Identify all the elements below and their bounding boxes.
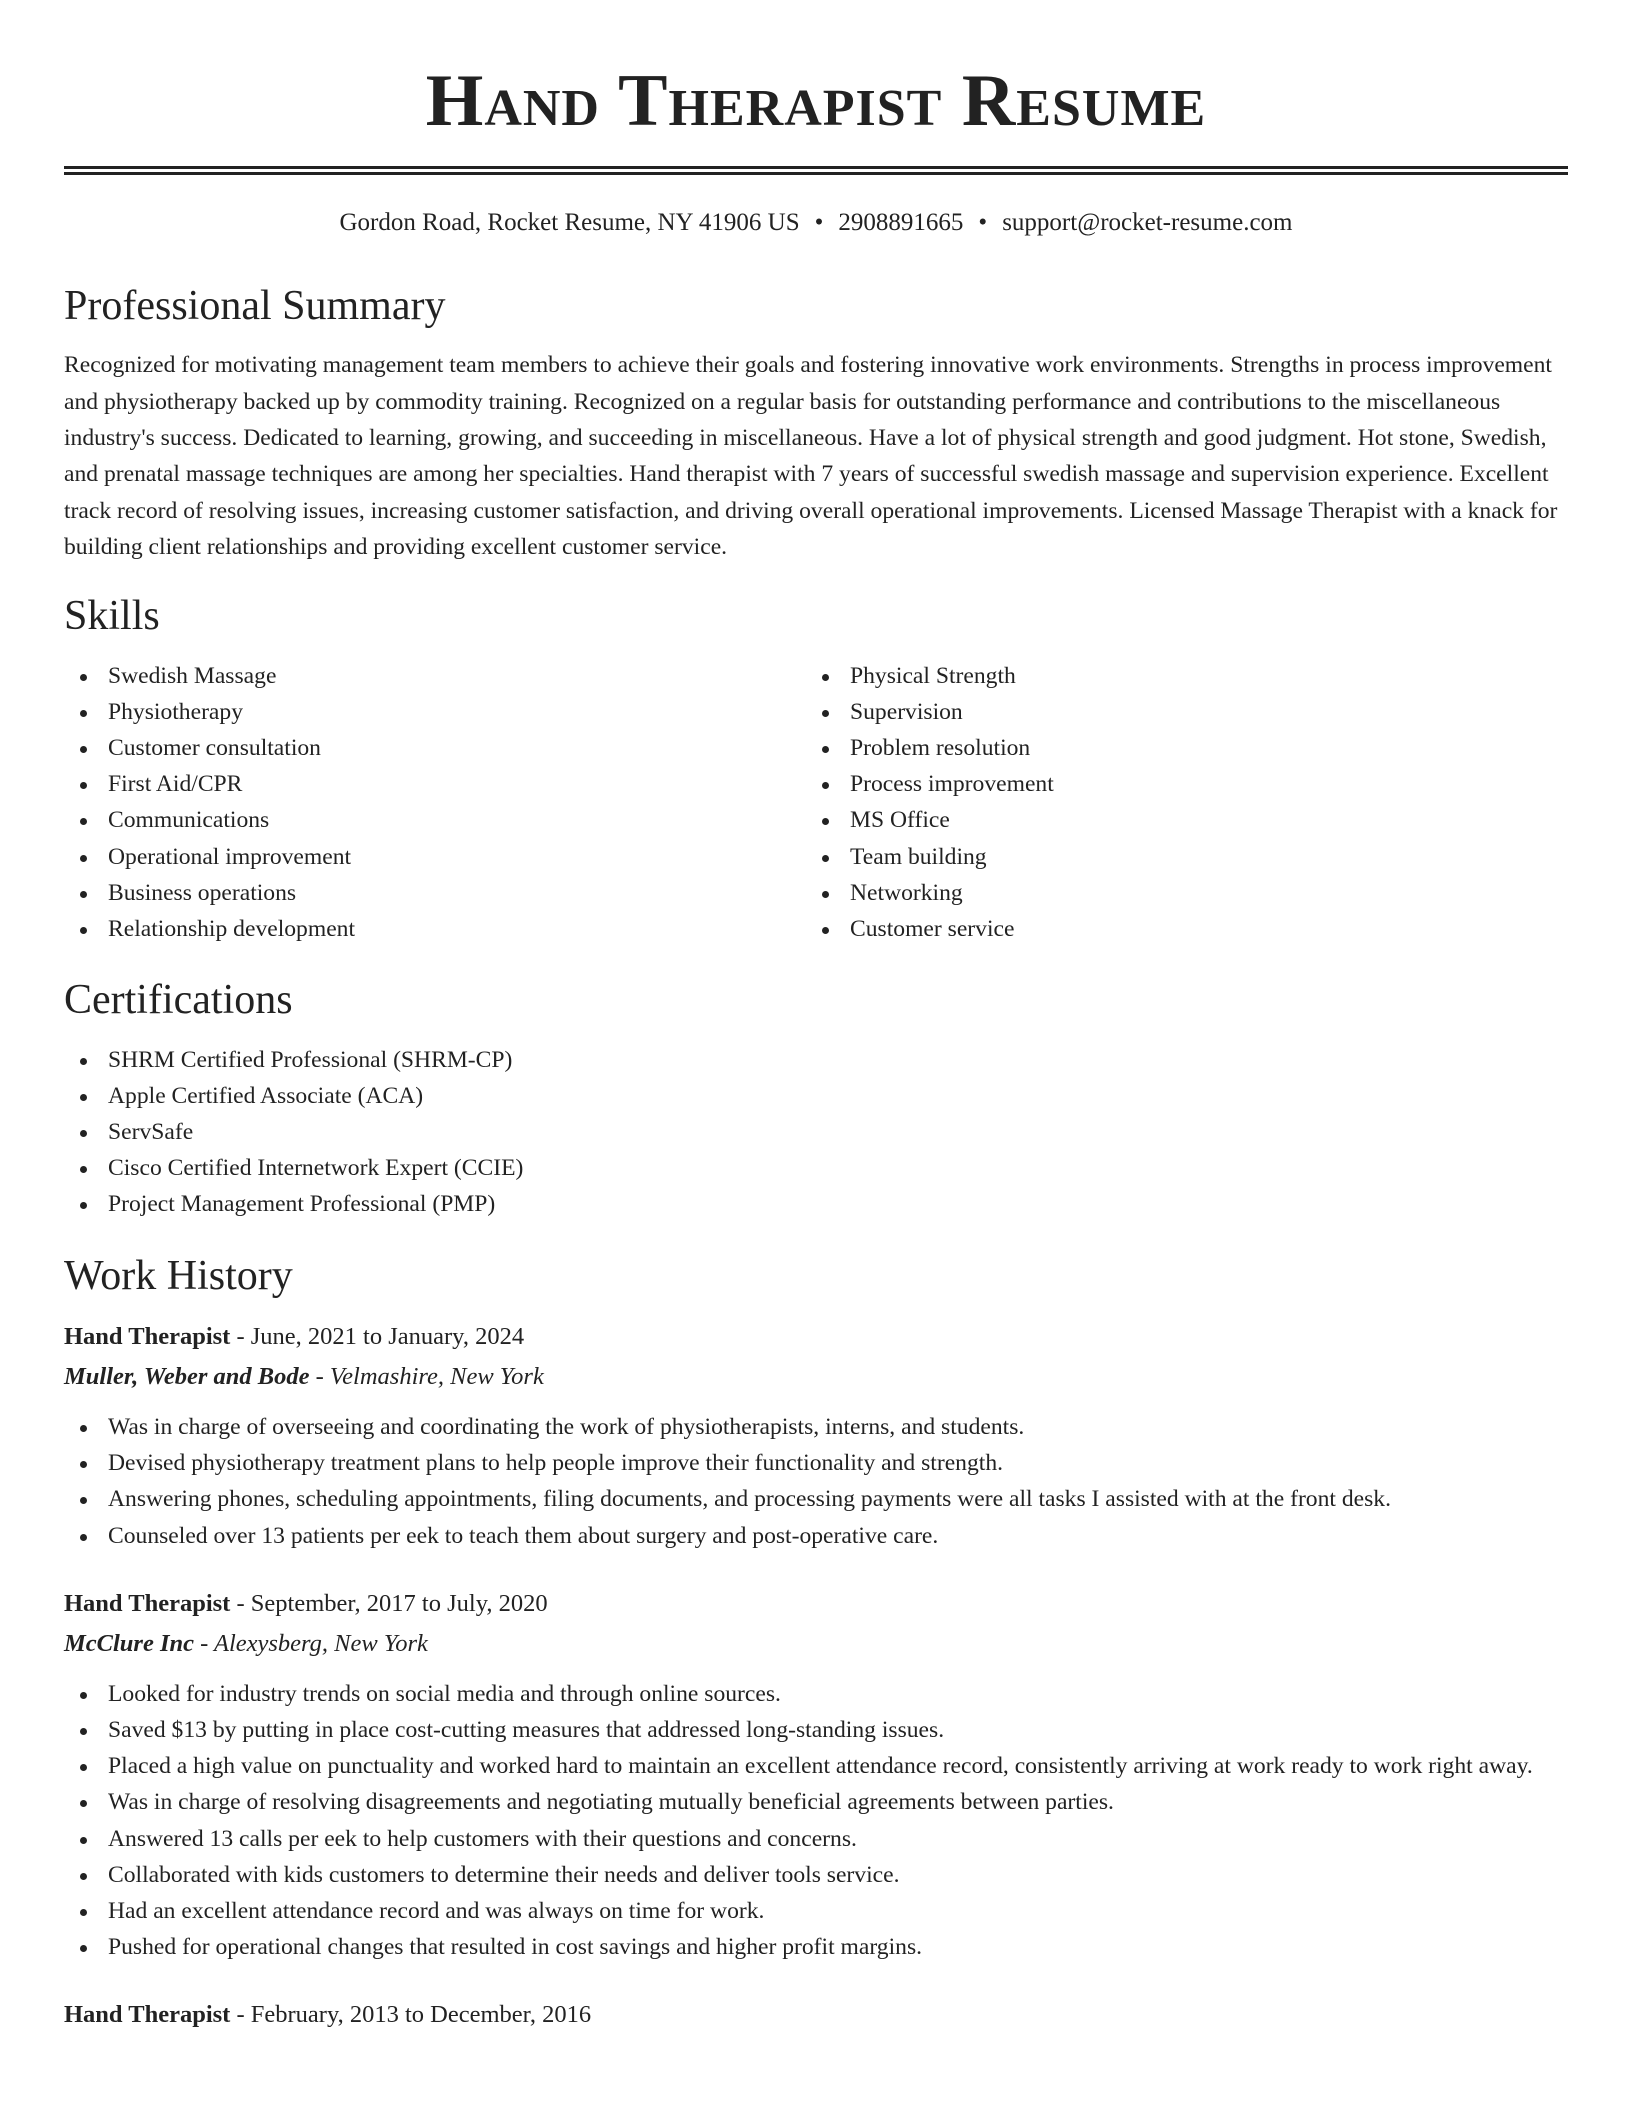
skill-item: MS Office [806, 802, 1548, 838]
skill-item: Physiotherapy [64, 694, 806, 730]
skill-item: Networking [806, 875, 1548, 911]
certification-item: SHRM Certified Professional (SHRM-CP) [64, 1042, 1568, 1078]
contact-separator: • [814, 209, 824, 236]
job-entry [64, 1995, 1568, 2035]
skill-item: Customer service [806, 911, 1548, 947]
job-company-line: Muller, Weber and Bode - Velmashire, New York [64, 1362, 544, 1390]
job-bullet: Counseled over 13 patients per eek to teach them about surgery and post-operative care. [64, 1518, 1568, 1554]
contact-separator: • [978, 209, 988, 236]
job-title-line: Hand Therapist - February, 2013 to December, 2016 [64, 2001, 592, 2029]
job-bullet: Placed a high value on punctuality and worked hard to maintain an excellent attendance record, consistently arriving at work ready to work right away. [64, 1748, 1568, 1784]
skill-item: Customer consultation [64, 730, 806, 766]
job-bullet: Was in charge of overseeing and coordinating the work of physiotherapists, interns, and students. [64, 1409, 1568, 1445]
job-bullet: Had an excellent attendance record and was always on time for work. [64, 1893, 1568, 1929]
skill-item: First Aid/CPR [64, 766, 806, 802]
job-entry [64, 1584, 1568, 1966]
job-dates: February, 2013 to December, 2016 [250, 2001, 592, 2029]
job-bullets [64, 1676, 1568, 1966]
skill-item: Communications [64, 802, 806, 838]
summary-text: Recognized for motivating management team members to achieve their goals and fostering innovative work environments. Strengths in process improvement and physiotherapy backed up by commodity training. Recognized on a regular basis for outstanding performance and contributions to the miscellaneous industry's success. Dedicated to learning, growing, and succeeding in miscellaneous. Have a lot of physical strength and good judgment. Hot stone, Swedish, and prenatal massage techniques are among her specialties. Hand therapist with 7 years of successful swedish massage and supervision experience. Excellent track record of resolving issues, increasing customer satisfaction, and driving overall operational improvements. Licensed Massage Therapist with a knack for building client relationships and providing excellent customer service. [64, 352, 1558, 560]
job-title-line: Hand Therapist - September, 2017 to July, 2020 [64, 1589, 548, 1617]
contact-phone: 2908891665 [838, 209, 964, 236]
job-bullet: Saved $13 by putting in place cost-cutting measures that addressed long-standing issues. [64, 1712, 1568, 1748]
job-title: Hand Therapist [64, 1589, 231, 1617]
job-company: McClure Inc [64, 1629, 195, 1657]
job-location: Velmashire, New York [329, 1362, 544, 1390]
job-bullet: Answering phones, scheduling appointments, filing documents, and processing payments were all tasks I assisted with at the front desk. [64, 1481, 1568, 1517]
skill-item: Operational improvement [64, 839, 806, 875]
work-history-heading: Work History [64, 1252, 293, 1299]
certification-item: Cisco Certified Internetwork Expert (CCIE) [64, 1150, 1568, 1186]
title-double-rule [64, 166, 1568, 175]
certifications-heading: Certifications [64, 977, 293, 1024]
job-location: Alexysberg, New York [213, 1629, 428, 1657]
skill-item: Swedish Massage [64, 658, 806, 694]
job-entry [64, 1317, 1568, 1554]
summary-heading: Professional Summary [64, 283, 446, 329]
job-bullet: Pushed for operational changes that resulted in cost savings and higher profit margins. [64, 1929, 1568, 1965]
skill-item: Process improvement [806, 766, 1548, 802]
certification-item: Project Management Professional (PMP) [64, 1186, 1568, 1222]
job-company-line: McClure Inc - Alexysberg, New York [64, 1629, 428, 1657]
contact-email: support@rocket-resume.com [1002, 209, 1293, 236]
skills-heading: Skills [64, 593, 160, 640]
job-title-line: Hand Therapist - June, 2021 to January, 2024 [64, 1322, 525, 1350]
contact-address: Gordon Road, Rocket Resume, NY 41906 US [339, 209, 800, 236]
skills-columns [64, 658, 1568, 948]
certification-item: ServSafe [64, 1114, 1568, 1150]
job-company: Muller, Weber and Bode [64, 1362, 310, 1390]
job-bullet: Answered 13 calls per eek to help customers with their questions and concerns. [64, 1821, 1568, 1857]
contact-line [64, 208, 1568, 238]
job-bullet: Devised physiotherapy treatment plans to help people improve their functionality and strength. [64, 1445, 1568, 1481]
resume-title: Hand Therapist Resume [425, 60, 1207, 142]
skill-item: Physical Strength [806, 658, 1548, 694]
job-bullet: Was in charge of resolving disagreements and negotiating mutually beneficial agreements between parties. [64, 1784, 1568, 1820]
job-title: Hand Therapist [64, 1322, 231, 1350]
skill-item: Relationship development [64, 911, 806, 947]
job-title: Hand Therapist [64, 2001, 231, 2029]
skills-list-right [806, 658, 1548, 948]
skill-item: Team building [806, 839, 1548, 875]
job-dates: June, 2021 to January, 2024 [250, 1322, 525, 1350]
skills-list-left [64, 658, 806, 948]
certification-item: Apple Certified Associate (ACA) [64, 1078, 1568, 1114]
job-dates: September, 2017 to July, 2020 [250, 1589, 548, 1617]
job-bullet: Looked for industry trends on social media and through online sources. [64, 1676, 1568, 1712]
skill-item: Business operations [64, 875, 806, 911]
skill-item: Supervision [806, 694, 1548, 730]
job-bullets [64, 1409, 1568, 1554]
skill-item: Problem resolution [806, 730, 1548, 766]
certifications-list [64, 1042, 1568, 1223]
job-bullet: Collaborated with kids customers to determine their needs and deliver tools service. [64, 1857, 1568, 1893]
